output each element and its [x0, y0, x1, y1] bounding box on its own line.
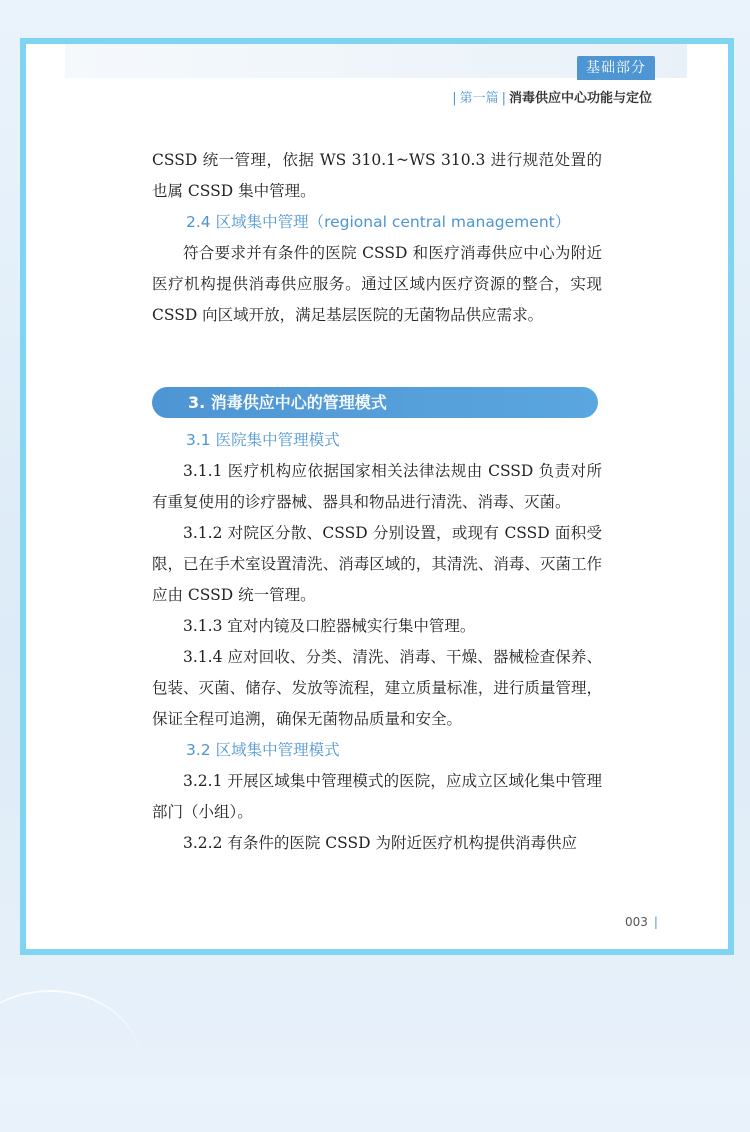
page-number-value: 003 [625, 915, 648, 929]
text-block-lower [152, 425, 602, 859]
text-block-upper [152, 145, 602, 331]
running-head [449, 87, 652, 106]
paragraph-regional-management: 符合要求并有条件的医院 CSSD 和医疗消毒供应中心为附近医疗机构提供消毒供应服务。通过区域内医疗资源的整合，实现 CSSD 向区域开放，满足基层医院的无菌物品供应需求。 [152, 244, 602, 324]
paragraph-3-1-4: 3.1.4 应对回收、分类、清洗、消毒、干燥、器械检查保养、包装、灭菌、储存、发放等流程，建立质量标准，进行质量管理，保证全程可追溯，确保无菌物品质量和安全。 [152, 648, 602, 728]
heading-3-2: 3.2 区域集中管理模式 [186, 741, 340, 759]
page-tick-icon: | [653, 915, 658, 929]
paragraph-continuation: CSSD 统一管理，依据 WS 310.1~WS 310.3 进行规范处置的也属 CSSD 集中管理。 [152, 151, 602, 200]
page-number [625, 915, 658, 929]
section-tag: 基础部分 [577, 56, 655, 80]
paragraph-3-1-1: 3.1.1 医疗机构应依据国家相关法律法规由 CSSD 负责对所有重复使用的诊疗器械、器具和物品进行清洗、消毒、灭菌。 [152, 462, 602, 511]
chapter-running-title: 消毒供应中心功能与定位 [508, 91, 652, 106]
paragraph-3-2-2: 3.2.2 有条件的医院 CSSD 为附近医疗机构提供消毒供应 [183, 834, 577, 852]
heading-2-4: 2.4 区域集中管理（regional central management） [186, 213, 571, 231]
paragraph-3-2-1: 3.2.1 开展区域集中管理模式的医院，应成立区域化集中管理部门（小组）。 [152, 772, 602, 821]
chapter-heading-bar: 3. 消毒供应中心的管理模式 [152, 387, 598, 418]
paragraph-3-1-3: 3.1.3 宜对内镜及口腔器械实行集中管理。 [183, 617, 476, 635]
heading-3-1: 3.1 医院集中管理模式 [186, 431, 340, 449]
background-swoosh [0, 990, 140, 1132]
divider-icon: | [501, 91, 506, 106]
part-label: 第一篇 [459, 91, 499, 106]
paragraph-3-1-2: 3.1.2 对院区分散、CSSD 分别设置，或现有 CSSD 面积受限，已在手术室设置清洗、消毒区域的，其清洗、消毒、灭菌工作应由 CSSD 统一管理。 [152, 524, 602, 604]
divider-icon: | [452, 91, 457, 106]
